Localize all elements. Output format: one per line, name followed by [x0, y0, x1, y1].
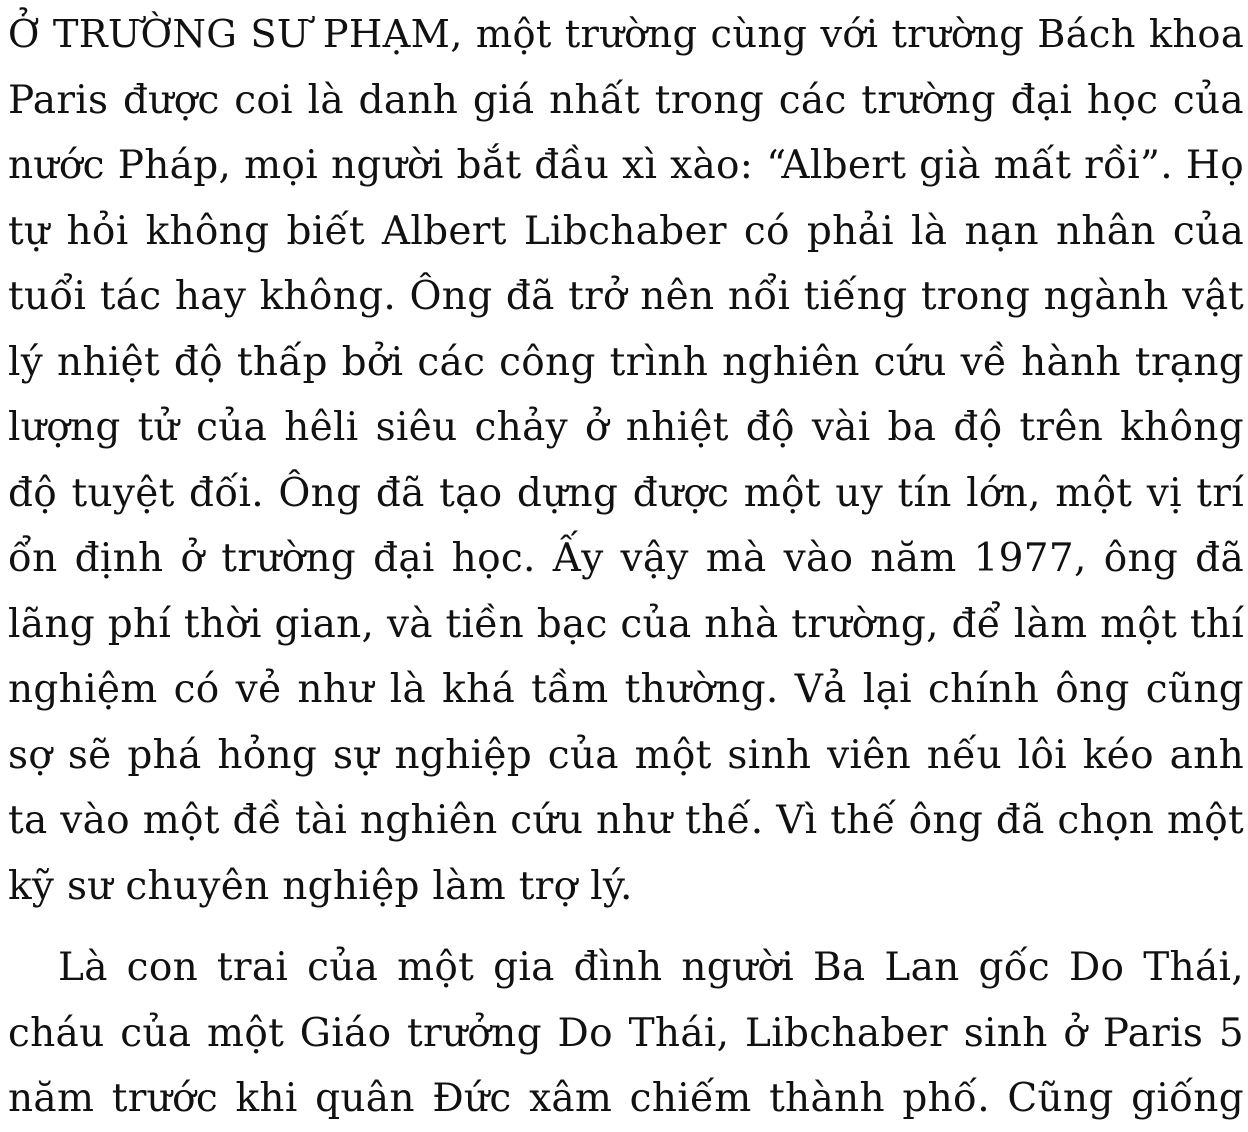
text-line: lượng tử của hêli siêu chảy ở nhiệt độ vài ba độ trên không: [8, 405, 1244, 450]
text-line: tuổi tác hay không. Ông đã trở nên nổi tiếng trong ngành vật: [8, 274, 1244, 319]
text-line: lý nhiệt độ thấp bởi các công trình nghiên cứu về hành trạng: [8, 339, 1244, 385]
text-line: Ở TRƯỜNG SƯ PHẠM, một trường cùng với trường Bách khoa: [8, 12, 1244, 57]
paragraph-2: [8, 935, 1244, 1132]
text-line: độ tuyệt đối. Ông đã tạo dựng được một uy tín lớn, một vị trí: [8, 470, 1244, 516]
text-line: nghiệm có vẻ như là khá tầm thường. Vả lại chính ông cũng: [8, 667, 1244, 712]
text-line: kỹ sư chuyên nghiệp làm trợ lý.: [8, 863, 633, 909]
text-line: ổn định ở trường đại học. Ấy vậy mà vào năm 1977, ông đã: [8, 536, 1244, 581]
text-line: năm trước khi quân Đức xâm chiếm thành phố. Cũng giống: [8, 1076, 1244, 1121]
paragraph-spacer: [8, 919, 1244, 935]
text-line: Là con trai của một gia đình người Ba Lan gốc Do Thái,: [58, 945, 1244, 990]
text-line: Paris được coi là danh giá nhất trong các trường đại học của: [8, 77, 1244, 123]
text-line: cháu của một Giáo trưởng Do Thái, Libchaber sinh ở Paris 5: [8, 1010, 1244, 1056]
book-page: [8, 2, 1244, 1132]
text-line: nước Pháp, mọi người bắt đầu xì xào: “Albert già mất rồi”. Họ: [8, 143, 1244, 188]
text-line: tự hỏi không biết Albert Libchaber có phải là nạn nhân của: [8, 208, 1244, 254]
text-line: sợ sẽ phá hỏng sự nghiệp của một sinh viên nếu lôi kéo anh: [8, 732, 1244, 778]
paragraph-1: [8, 2, 1244, 919]
text-line: ta vào một đề tài nghiên cứu như thế. Vì thế ông đã chọn một: [8, 798, 1244, 843]
text-line: lãng phí thời gian, và tiền bạc của nhà trường, để làm một thí: [8, 601, 1244, 647]
